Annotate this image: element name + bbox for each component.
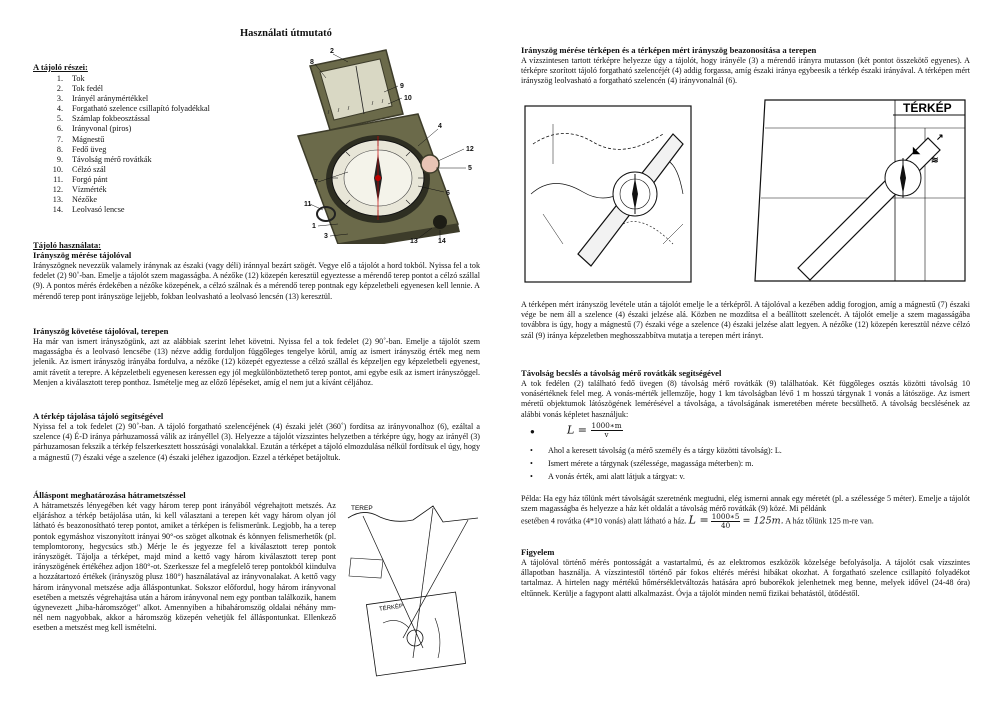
section-iranyszog-merese-title: Irányszög mérése tájolóval — [33, 250, 132, 260]
parts-item-label: Vízmérték — [72, 185, 107, 195]
usage-heading: Tájoló használata: — [33, 240, 102, 250]
parts-list-item — [33, 185, 210, 195]
variable-bullet-item — [530, 446, 782, 455]
parts-list-item — [33, 135, 210, 145]
compass-illustration — [268, 44, 478, 244]
parts-list-item — [33, 165, 210, 175]
parts-item-label: Tok fedél — [72, 84, 104, 94]
parts-item-label: Célzó szál — [72, 164, 106, 174]
compass-part-label: 11 — [304, 201, 312, 208]
parts-item-label: Fedő üveg — [72, 144, 107, 154]
section-tavolsag-text: A tok fedélen (2) található fedő üvegen (8) távolság mérő rovátkák (9) találhatóak. Két függőleges osztás közötti távolság 10 vonásértéknek felel meg. A vonás-mérték jellemzője, hogy 1 km távolságban lévő 1 m hosszú tárgynak 1 vonás a látószöge. Az ismert méretű objektumok látószögének lemérésével a távolsága, a távolságának ismeretében mérete becsülhető. A távolság becslésének az alábbi vonás képletet használjuk: — [521, 379, 970, 419]
parts-heading: A tájoló részei: — [33, 62, 88, 72]
parts-list-item — [33, 145, 210, 155]
compass-part-label: 9 — [400, 83, 404, 90]
svg-text:↗: ↗ — [936, 132, 944, 142]
parts-item-number: 12. — [52, 185, 63, 195]
page-title: Használati útmutató — [240, 28, 332, 39]
formula-numerator: 1000∗m — [591, 421, 622, 430]
parts-list-item — [33, 175, 210, 185]
parts-list-item — [33, 104, 210, 114]
example-line — [521, 513, 874, 530]
compass-part-label: 7 — [314, 179, 318, 186]
resection-terkep-label: TÉRKÉP — [378, 603, 404, 613]
parts-item-label: Leolvasó lencse — [72, 205, 125, 215]
parts-item-label: Forgó pánt — [72, 174, 108, 184]
formula-lhs: L = — [567, 423, 588, 437]
example-numerator: 1000∗5 — [711, 512, 740, 521]
example-pre: esetében 4 rovátka (4*10 vonás) alatt látható a ház. — [521, 516, 687, 526]
section-iranyszog-kovetese-title: Irányszög követése tájolóval, terepen — [33, 326, 169, 336]
parts-item-number: 11. — [53, 174, 63, 184]
bullet-dot: • — [530, 459, 533, 468]
parts-list — [33, 74, 210, 215]
distance-formula — [567, 422, 623, 439]
formula-denominator: v — [604, 430, 609, 439]
section-terkep-tajolasa-text: Nyissa fel a tok fedelet (2) 90˚-ban. A tájoló forgatható szelencéjének (4) északi jelét (360˚) fordítsa az irányvonalhoz (6), ezáltal a szelence (4) É-D iránya párhuzamossá válik az irányéllel (3). Helyezze a tájolót vízszintes helyzetben a térképre úgy, hogy az irányél (3) párhuzamosan fekszik a térkép felszerkesztett hosszúsági vonalakkal. Ezután a térképet a tájoló elmozdulása nélkül fordítsuk el úgy, hogy a mágnestű (7) északi vége a szelence (4) északi jeléhez igazodjon. Ezzel a térképet betájoltuk. — [33, 422, 480, 462]
formula-bullet: ● — [530, 427, 535, 436]
section-hatrametszes-text: A hátrametszés lényegében két vagy három terep pont irányából végrehajtott metszés. Az eljáráshoz a térkép betájolása után, ki kell választani a terepen két vagy három olyan jól látható és beazonosítható terep pontot, amiket a térképen is felismerünk. Legjobb, ha a terep pontok egymáshoz viszonyított irányai 90°-os szöget alkotnak és könnyen felismerhetők (pl. templomtorony, hegycsúcs stb.) Mérje le és jegyezze fel a kiválasztott terep pontok irányszögét. Tájolja a térképet, majd mind a kettő vagy három kiválasztott terep pont irányszögének értékéhez adjon 180°-ot. Szerkessze fel a megfelelő terep pontokból kiindulva a hozzátartozó értékek (irányszög plusz 180°) használatával az irányvonalakat. A kettő vagy három irányvonal metszése adja álláspontunkat. Sokszor előfordul, hogy három irányvonal esetében a metszés végrehajtása után a három irányvonal nem egy pontban találkozik, hanem úgynevezett „hiba-háromszöget" alkot. Amennyiben a hibaháromszög oldalai néhány mm-nél nem nagyobbak, akkor a háromszög közepén vehetjük fel álláspontunkat. Ellenkező esetben a metszést meg kell ismételni. — [33, 501, 336, 633]
parts-list-item — [33, 84, 210, 94]
section-terkep-iranyszog-title: Irányszög mérése térképen és a térképen mért irányszög beazonosítása a terepen — [521, 45, 817, 55]
compass-part-label: 2 — [330, 48, 334, 55]
variable-bullet-item — [530, 459, 753, 468]
section-figyelem-title: Figyelem — [521, 547, 555, 557]
parts-item-label: Számlap fokbeosztással — [72, 114, 150, 124]
parts-item-number: 7. — [56, 134, 63, 144]
resection-illustration — [343, 498, 480, 678]
parts-item-number: 1. — [56, 74, 63, 83]
parts-item-number: 14. — [52, 205, 63, 215]
parts-list-item — [33, 94, 210, 104]
compass-part-label: 5 — [468, 165, 472, 172]
section-hatrametszes-title: Álláspont meghatározása hátrametszéssel — [33, 490, 186, 500]
example-lhs: L = — [688, 513, 709, 527]
section-terkep-iranyszog-text2: A térképen mért irányszög levétele után a tájolót emelje le a térképről. A tájolóval a kezében addig forogjon, amíg a mágnestű (7) északi vége be nem áll a szelence (4) északi jelzése alá. Közben ne mozdítsa el a beállított szelencét. A tájolót emelje a szem magasságába továbbra is úgy, hogy a mágnestű (7) északi vége a szelence (4) északi jelzése alatt legyen. A nézőke (12) közepén keresztül nézve célzó szál (9) iránya képzeletben meghosszabbítva mutatja a terepen mért irányt. — [521, 300, 970, 340]
compass-part-label: 4 — [438, 123, 442, 130]
example-result: = 125m. — [742, 515, 784, 527]
svg-text:◣: ◣ — [913, 145, 920, 155]
section-terkep-iranyszog-text: A vízszintesen tartott térképre helyezze úgy a tájolót, hogy irányéle (3) a mérendő irányra mutasson (két pontot összekötő egyenes). A térképre szorított tájoló forgatható szelencéjét (4) addig forgassa, amíg északi iránya egybeesik a térkép északi irányával. A térképen mért irányszög leolvasható a forgatható szelencén (4) irányvonalnál (6). — [521, 56, 970, 86]
parts-item-number: 10. — [52, 164, 63, 174]
section-iranyszog-kovetese-text: Ha már van ismert irányszögünk, azt az alábbiak szerint lehet követni. Nyissa fel a tok fedelet (2) 90˚-ban. Emelje a tájolót szem magasságba és a leolvasó lencsébe (13) nézve addig forduljon függőleges tengelye körül, amíg az ismert irányszög érték meg nem jelenik. Az ismert irányszög irányába fordulva, a nézőke (12) közepét egyeztesse a célzó szállal és képzeljen egy képzeletbeli egyenest, amit rávetít a terepre. A képzeletbeli egyenesen keressen egy jól megkülönböztethető terep pontot, ami egybe esik az ismert irányszöggel. Menjen a kiválasztott terep ponthoz. Ismételje meg az előző lépéseket, amíg el nem jut a kívánt céljához. — [33, 337, 480, 387]
parts-item-number: 3. — [56, 94, 63, 104]
parts-item-number: 13. — [52, 195, 63, 205]
parts-item-label: Irányél aránymértékkel — [72, 94, 149, 104]
section-tavolsag-title: Távolság becslés a távolság mérő rovátkák segítségével — [521, 368, 722, 378]
example-text: Példa: Ha egy ház tőlünk mért távolságát szeretnénk megtudni, elég ismerni annak egy méretét (pl. a szélessége 5 méter). Emelje a tájolót szem magasságba és helyezze a ház két oldalát a távolság mérő rovátkák (9) közé. Mi példánk — [521, 494, 970, 514]
parts-list-item — [33, 114, 210, 124]
parts-list-item — [33, 74, 210, 84]
parts-item-label: Forgatható szelence csillapító folyadékkal — [72, 104, 210, 114]
bullet-dot: • — [530, 472, 533, 481]
parts-item-label: Irányvonal (piros) — [72, 124, 132, 134]
variable-bullet-item — [530, 472, 685, 481]
terkep-label: TÉRKÉP — [903, 101, 952, 115]
parts-item-label: Tok — [72, 74, 85, 83]
parts-list-item — [33, 124, 210, 134]
example-post: A ház tőlünk 125 m-re van. — [785, 516, 874, 526]
parts-item-number: 9. — [56, 154, 63, 164]
parts-list-item — [33, 155, 210, 165]
variable-bullet-text: Ismert mérete a tárgynak (szélessége, magassága méterben): m. — [548, 459, 754, 468]
compass-part-label: 10 — [404, 95, 412, 102]
variable-bullet-text: Ahol a keresett távolság (a mérő személy és a tárgy közötti távolság): L. — [548, 446, 782, 455]
map-grid-illustration — [753, 98, 968, 283]
parts-item-label: Nézőke — [72, 195, 98, 205]
resection-terep-label: TEREP — [351, 505, 373, 512]
variable-bullet-text: A vonás érték, ami alatt látjuk a tárgyat: v. — [548, 472, 685, 481]
compass-part-label: 1 — [312, 223, 316, 230]
parts-item-label: Mágnestű — [72, 134, 105, 144]
parts-item-number: 4. — [56, 104, 63, 114]
section-iranyszog-merese-text: Irányszögnek nevezzük valamely iránynak az északi (vagy déli) iránnyal bezárt szögét. Vegye elő a tájolót a hord tokból. Nyissa fel a tok fedelet (2) 90˚-ban. Emelje a tájolót szem magasságba. A nézőke (12) közepén keresztül egyeztesse a mérendő terep pontot a célzó szállal (9). A pontos mérés érdekében a nézőke közepének, a célzó szálnak és a mérendő terep pontnak egy képzeletbeli egyenesen kell lennie. A mérendő terep pont irányszöge lejjebb, fokban leolvasható a leolvasó lencsén (13) keresztül. — [33, 261, 480, 301]
bullet-dot: • — [530, 446, 533, 455]
parts-item-number: 6. — [56, 124, 63, 134]
parts-item-number: 8. — [56, 144, 63, 154]
map-compass-illustration — [523, 104, 693, 284]
compass-part-label: 3 — [324, 233, 328, 240]
parts-item-number: 5. — [56, 114, 63, 124]
parts-list-item — [33, 195, 210, 205]
compass-part-label: 12 — [466, 146, 474, 153]
svg-text:≋: ≋ — [931, 155, 939, 165]
section-figyelem-text: A tájolóval történő mérés pontosságát a vastartalmú, és az elektromos eszközök közelsége befolyásolja. A tájolót csak vízszintes állapotban használja. A vízszintestől történő pár fokos eltérés mérési hibákat okozhat. A forgatható szelence csillapító folyadékot tartalmaz. A hirtelen nagy mértékű hőmérsékletváltozás hatására apró buborékok jelenhetnek meg benne, melyek idővel (24-48 óra) eltűnnek. Kerülje a fagypont alatti alkalmazást. Óvja a tájolót minden nemű fizikai behatástól, ütődéstől. — [521, 558, 970, 598]
compass-part-label: 14 — [438, 238, 446, 244]
compass-part-label: 13 — [410, 238, 418, 244]
parts-item-number: 2. — [56, 84, 63, 94]
parts-list-item — [33, 205, 210, 215]
section-terkep-tajolasa-title: A térkép tájolása tájoló segítségével — [33, 411, 164, 421]
parts-item-label: Távolság mérő rovátkák — [72, 154, 152, 164]
compass-part-label: 6 — [446, 190, 450, 197]
compass-part-label: 8 — [310, 59, 314, 66]
example-denominator: 40 — [721, 521, 731, 530]
